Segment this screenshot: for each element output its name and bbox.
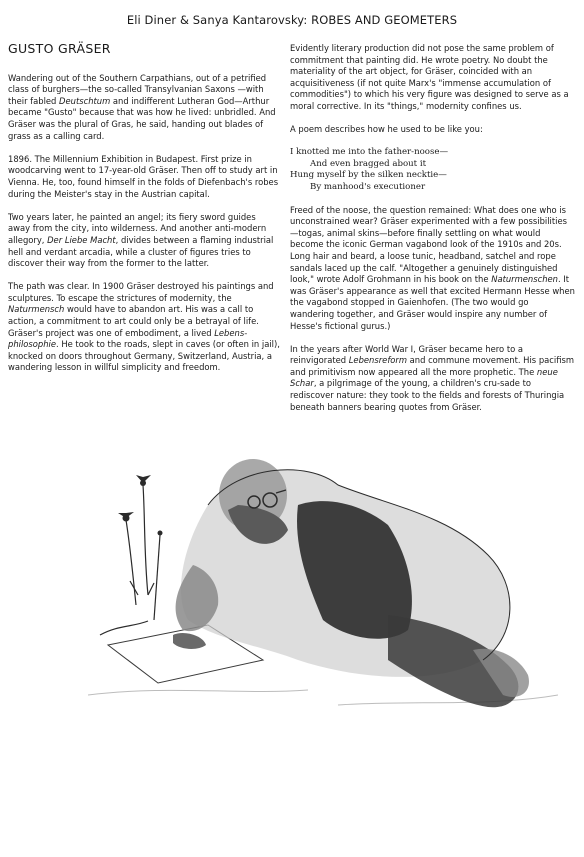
running-header: Eli Diner & Sanya Kantarovsky: ROBES AND GEOMETERS [126,13,458,27]
text-run: and commune movement. His pacifism and primitivism now appeared all the more prophetic. The [290,355,575,377]
text-run: , a pilgrimage of the young, a children's cru-sade to rediscover nature: they took to the fields and forests of Thuringia beneath banners bearing quotes from Gräser. [290,378,565,412]
italic-term: neue Schar [290,366,558,389]
paragraph [8,73,280,143]
poem-line: Hung myself by the silken necktie— [290,170,447,181]
section-title: GUSTO GRÄSER [8,41,111,56]
paragraph [8,281,280,374]
left-column [8,43,280,386]
poem-line: And even bragged about it [310,158,427,169]
poem-block [290,147,575,193]
italic-term: Lebensreform [348,355,407,366]
text-run: . It was Gräser's appearance as well that excited Hermann Hesse when the vagabond stopped in Gaienhofen. (The two would go wandering together, and Gräser would inspire any number of Hesse's fictional gurus.) [290,274,575,331]
text-run: and indifferent Lutheran God—Arthur became "Gusto" because that was how he lived: unbridled. And Gräser was the plural of Gras, he said, handing out blades of grass as a calling card. [8,95,276,141]
italic-term: Der Liebe Macht [47,234,116,245]
flower-heads [118,475,163,536]
ink-wash-figure-reclining-illustration [88,445,558,735]
paragraph: Evidently literary production did not pose the same problem of commitment that painting did. He wrote poetry. No doubt the materiality of the art object, for Gräser, coincided with an acquisitiveness (if not quite Marx's "immense accumulation of commodities") to which his very figure was designed to serve as a moral corrective. In its "things," modernity confines us. [290,43,569,111]
paragraph: A poem describes how he used to be like you: [290,124,483,135]
paragraph [290,205,575,333]
text-run: Wandering out of the Southern Carpathians, out of a petrified class of burghers—the so-called Transylvanian Saxons —with their fabled [8,72,267,106]
text-run: The path was clear. In 1900 Gräser destroyed his paintings and sculptures. To escape the strictures of modernity, the [8,281,274,303]
poem-line: By manhood's executioner [310,181,426,192]
italic-term: Deutschtum [59,95,111,106]
paragraph: 1896. The Millennium Exhibition in Budapest. First prize in woodcarving went to 17-year-old Gräser. Then off to study art in Vienna. He, too, found himself in the folds of Diefenbach's robes during the Meister's stay in the Austrian capital. [8,153,279,199]
text-run: Freed of the noose, the question remained: What does one who is unconstrained wear? Gräser experimented with a few possibilities—togas, animal skins—before finally settling on what would become the iconic German vagabond look of the 1910s and 20s. Long hair and beard, a loose tunic, headband, satchel and rope sandals laced up the calf. "Altogether a genuinely distinguished look," wrote Adolf Grohmann in his book on the [290,204,568,285]
hand [173,633,206,649]
text-run: would have to abandon art. His was a call to action, a commitment to art could only be a betrayal of life. Gräser's project was one of embodiment, a lived [8,304,259,338]
italic-term: Naturmensch [8,304,65,315]
text-run: , divides between a flaming industrial hell and verdant arcadia, while a cluster of figures tries to discover their way from the former to the latter. [8,234,274,269]
text-run: Two years later, he painted an angel; its fiery sword guides away from the city, into wilderness. And another anti-modern allegory, [8,211,267,245]
text-run: . He took to the roads, slept in caves (or often in jail), knocked on doors throughout Germany, Switzerland, Austria, a wandering lesson in willful simplicity and freedom. [8,339,280,373]
paragraph [8,212,280,270]
italic-term: Naturmenschen [491,274,558,285]
text-run: In the years after World War I, Gräser became hero to a reinvigorated [290,343,524,366]
flower-stems [100,485,160,635]
poem-line: I knotted me into the father-noose— [290,147,449,158]
paragraph [290,344,575,414]
italic-term: Lebens-philosophie [8,327,248,350]
right-column [290,43,575,425]
